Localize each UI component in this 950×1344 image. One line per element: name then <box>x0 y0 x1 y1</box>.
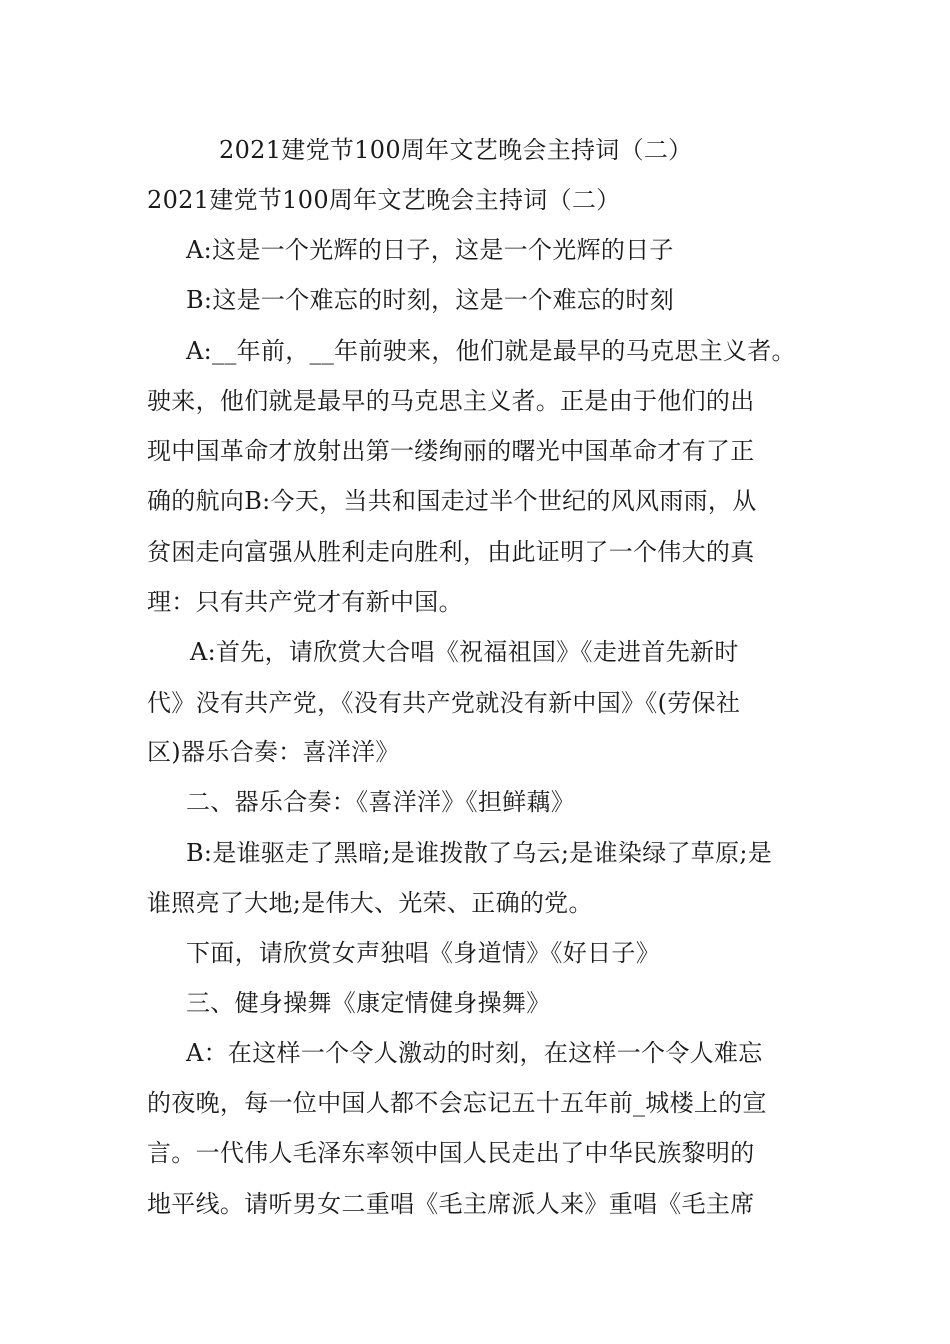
page-title: 2021建党节100周年文艺晚会主持词（二） <box>219 136 693 164</box>
paragraph-line: 地平线。请听男女二重唱《毛主席派人来》重唱《毛主席 <box>147 1190 755 1218</box>
paragraph-line: 言。一代伟人毛泽东率领中国人民走出了中华民族黎明的 <box>147 1139 755 1167</box>
paragraph-line: B:是谁驱走了黑暗;是谁拨散了乌云;是谁染绿了草原;是 <box>186 839 773 867</box>
paragraph-line: B:这是一个难忘的时刻，这是一个难忘的时刻 <box>186 286 675 314</box>
paragraph-line: 三、健身操舞《康定情健身操舞》 <box>186 989 551 1017</box>
paragraph-line: A:__年前，__年前驶来，他们就是最早的马克思主义者。 <box>186 337 796 365</box>
paragraph-line: 贫困走向富强从胜利走向胜利，由此证明了一个伟大的真 <box>147 538 755 566</box>
paragraph-line: 驶来，他们就是最早的马克思主义者。正是由于他们的出 <box>147 387 755 415</box>
document-subtitle: 2021建党节100周年文艺晚会主持词（二） <box>147 186 621 214</box>
paragraph-line: 下面，请欣赏女声独唱《身道情》《好日子》 <box>186 939 660 967</box>
paragraph-line: 现中国革命才放射出第一缕绚丽的曙光中国革命才有了正 <box>147 437 755 465</box>
paragraph-line: A：在这样一个令人激动的时刻，在这样一个令人难忘 <box>186 1039 763 1067</box>
paragraph-line: 的夜晚，每一位中国人都不会忘记五十五年前_城楼上的宣 <box>147 1089 767 1117</box>
paragraph-line: 确的航向B:今天，当共和国走过半个世纪的风风雨雨，从 <box>147 487 757 515</box>
paragraph-line: 区)器乐合奏：喜洋洋》 <box>147 738 400 766</box>
paragraph-line: A:这是一个光辉的日子，这是一个光辉的日子 <box>186 236 674 264</box>
paragraph-line: 二、器乐合奏：《喜洋洋》《担鲜藕》 <box>186 788 576 816</box>
paragraph-line: 谁照亮了大地;是伟大、光荣、正确的党。 <box>147 889 593 917</box>
paragraph-line: 代》没有共产党，《没有共产党就没有新中国》《(劳保社 <box>147 689 741 717</box>
paragraph-line: 理：只有共产党才有新中国。 <box>147 588 463 616</box>
paragraph-line: A:首先，请欣赏大合唱《祝福祖国》《走进首先新时 <box>190 638 739 666</box>
